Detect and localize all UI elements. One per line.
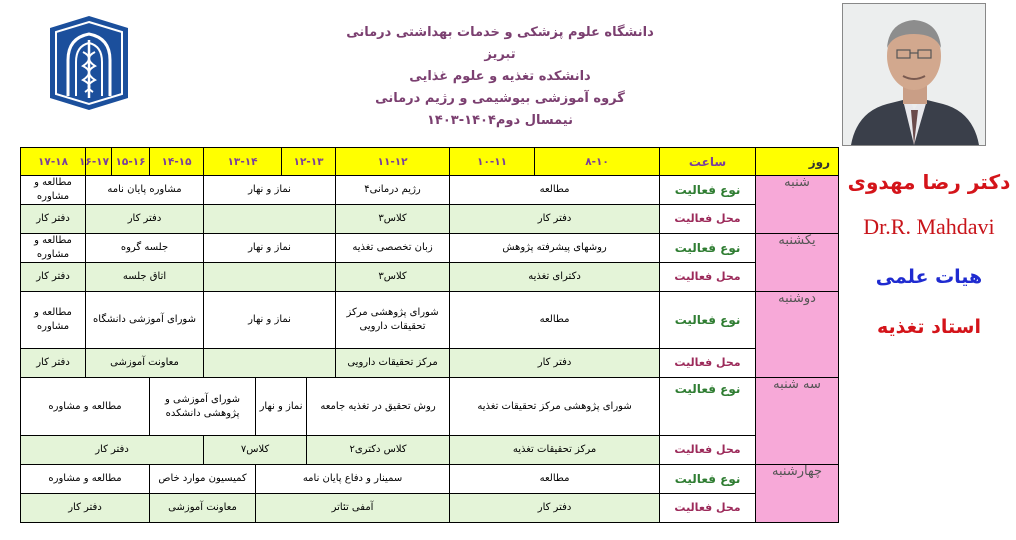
table-row: [21, 292, 839, 349]
schedule-cell: نماز و نهار: [204, 234, 336, 263]
day-tuesday: سه شنبه: [756, 378, 839, 465]
table-row: [21, 349, 839, 378]
schedule-cell: دفتر کار: [450, 205, 660, 234]
schedule-cell: روش تحقیق در تغذیه جامعه: [307, 378, 450, 436]
schedule-cell: مشاوره پایان نامه: [86, 176, 204, 205]
semester: نیمسال دوم۱۴۰۴-۱۴۰۳: [426, 113, 573, 128]
schedule-cell: کلاس۳: [336, 205, 450, 234]
day-saturday: شنبه: [756, 176, 839, 234]
schedule-cell: مطالعه: [450, 176, 660, 205]
schedule-cell: دفتر کار: [21, 436, 204, 465]
schedule-cell: مطالعه و مشاوره: [21, 234, 86, 263]
schedule-cell: مطالعه و مشاوره: [21, 292, 86, 349]
slot-13-14: ۱۳-۱۴: [204, 148, 282, 176]
schedule-cell: معاونت آموزشی: [150, 494, 256, 523]
schedule-cell: شورای پژوهشی مرکز تحقیقات تغذیه: [450, 378, 660, 436]
slot-10-11: ۱۰-۱۱: [450, 148, 535, 176]
header-day: روز: [756, 148, 839, 176]
schedule-cell: اتاق جلسه: [86, 263, 204, 292]
university-name: دانشگاه علوم پزشکی و خدمات بهداشتی درمانی تبریز: [346, 25, 654, 62]
schedule-cell: مرکز تحقیقات تغذیه: [450, 436, 660, 465]
table-row: [21, 465, 839, 494]
schedule-cell: دکترای تغذیه: [450, 263, 660, 292]
schedule-cell: [204, 205, 336, 234]
schedule-cell: دفتر کار: [21, 205, 86, 234]
table-row: [21, 176, 839, 205]
label-activity-place: محل فعالیت: [660, 494, 756, 523]
schedule-cell: دفتر کار: [86, 205, 204, 234]
schedule-cell: مطالعه و مشاوره: [21, 176, 86, 205]
table-row: [21, 205, 839, 234]
schedule-cell: دفتر کار: [21, 349, 86, 378]
label-activity-place: محل فعالیت: [660, 436, 756, 465]
label-activity-place: محل فعالیت: [660, 349, 756, 378]
faculty-name: دانشکده تغذیه و علوم غذایی: [409, 69, 591, 84]
schedule-cell: نماز و نهار: [256, 378, 307, 436]
label-activity-place: محل فعالیت: [660, 205, 756, 234]
schedule-cell: روشهای پیشرفته پژوهش: [450, 234, 660, 263]
profile-photo: [842, 3, 986, 146]
schedule-cell: کلاس۳: [336, 263, 450, 292]
table-row: [21, 234, 839, 263]
table-row: [21, 436, 839, 465]
schedule-cell: مرکز تحقیقات دارویی: [336, 349, 450, 378]
university-logo: [48, 14, 130, 112]
schedule-cell: شورای آموزشی دانشگاه: [86, 292, 204, 349]
slot-11-12: ۱۱-۱۲: [336, 148, 450, 176]
slot-15-16: ۱۵-۱۶: [112, 148, 150, 176]
slot-12-13: ۱۲-۱۳: [282, 148, 336, 176]
schedule-cell: دفتر کار: [450, 494, 660, 523]
schedule-cell: نماز و نهار: [204, 176, 336, 205]
slot-8-10: ۸-۱۰: [535, 148, 660, 176]
name-persian: دکتر رضا مهدوی: [847, 170, 1011, 194]
slot-16-17: ۱۶-۱۷: [86, 148, 112, 176]
slot-14-15: ۱۴-۱۵: [150, 148, 204, 176]
schedule-cell: [204, 263, 336, 292]
page-header: [330, 22, 670, 132]
schedule-cell: آمفی تئاتر: [256, 494, 450, 523]
schedule-cell: مطالعه: [450, 292, 660, 349]
day-monday: دوشنبه: [756, 292, 839, 378]
schedule-cell: جلسه گروه: [86, 234, 204, 263]
schedule-cell: معاونت آموزشی: [86, 349, 204, 378]
slot-17-18: ۱۷-۱۸: [21, 148, 86, 176]
schedule-cell: کلاس دکتری۲: [307, 436, 450, 465]
day-sunday: یکشنبه: [756, 234, 839, 292]
profile-info: [842, 170, 1016, 338]
schedule-cell: نماز و نهار: [204, 292, 336, 349]
schedule-cell: شورای پژوهشی مرکز تحقیقات دارویی: [336, 292, 450, 349]
schedule-cell: کمیسیون موارد خاص: [150, 465, 256, 494]
name-english: Dr.R. Mahdavi: [863, 214, 995, 239]
table-row: [21, 378, 839, 436]
schedule-cell: دفتر کار: [21, 263, 86, 292]
schedule-cell: زبان تخصصی تغذیه: [336, 234, 450, 263]
header-hour: ساعت: [660, 148, 756, 176]
table-header-row: [21, 148, 839, 176]
label-activity-type: نوع فعالیت: [660, 378, 756, 436]
table-row: [21, 494, 839, 523]
label-activity-type: نوع فعالیت: [660, 234, 756, 263]
schedule-cell: شورای آموزشی و پژوهشی دانشکده: [150, 378, 256, 436]
schedule-cell: مطالعه و مشاوره: [21, 465, 150, 494]
weekly-schedule-table: [20, 147, 839, 523]
schedule-cell: سمینار و دفاع پایان نامه: [256, 465, 450, 494]
schedule-cell: دفتر کار: [21, 494, 150, 523]
schedule-cell: رژیم درمانی۴: [336, 176, 450, 205]
schedule-cell: [204, 349, 336, 378]
schedule-cell: کلاس۷: [204, 436, 307, 465]
day-wednesday: چهارشنبه: [756, 465, 839, 523]
position: هیات علمی: [875, 266, 983, 288]
label-activity-type: نوع فعالیت: [660, 465, 756, 494]
schedule-cell: مطالعه و مشاوره: [21, 378, 150, 436]
schedule-cell: دفتر کار: [450, 349, 660, 378]
label-activity-place: محل فعالیت: [660, 263, 756, 292]
label-activity-type: نوع فعالیت: [660, 292, 756, 349]
department-name: گروه آموزشی بیوشیمی و رژیم درمانی: [375, 91, 625, 106]
schedule-cell: مطالعه: [450, 465, 660, 494]
label-activity-type: نوع فعالیت: [660, 176, 756, 205]
table-row: [21, 263, 839, 292]
academic-title: استاد تغذیه: [877, 316, 981, 338]
